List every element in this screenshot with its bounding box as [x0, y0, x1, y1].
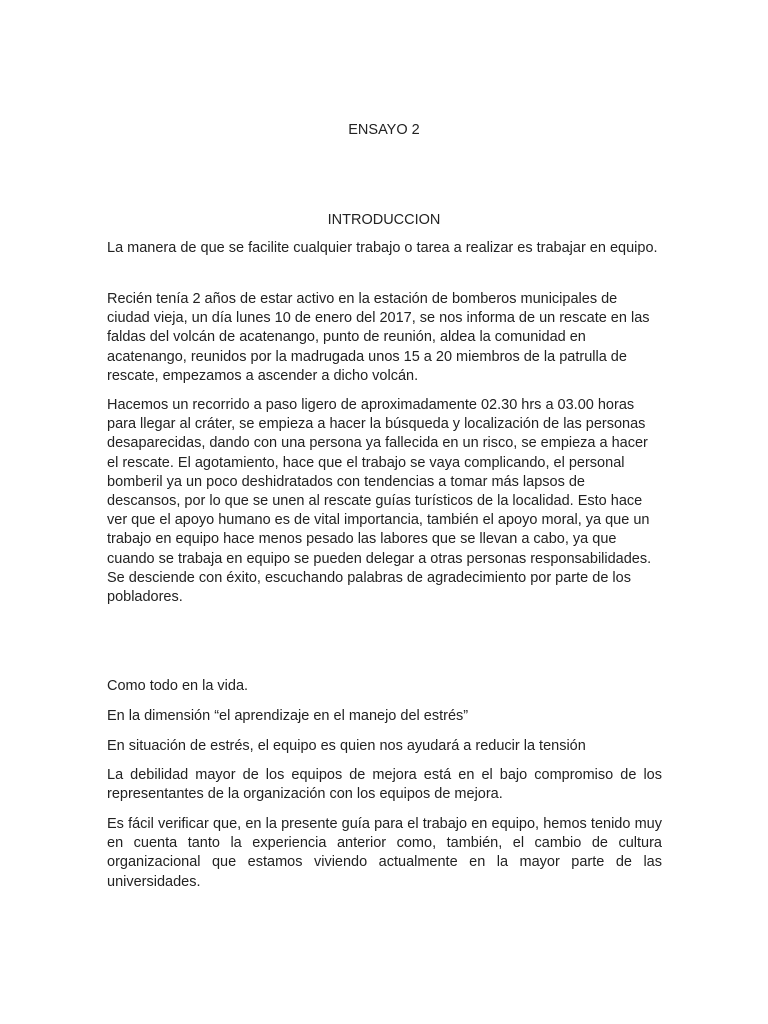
paragraph-life: Como todo en la vida. [107, 678, 249, 694]
paragraph-weakness: La debilidad mayor de los equipos de mejora está en el bajo compromiso de los representantes de la organización con los equipos de mejora. [107, 767, 662, 803]
paragraph-guide: Es fácil verificar que, en la presente guía para el trabajo en equipo, hemos tenido muy en cuenta tanto la experiencia anterior como, también, el cambio de cultura organizacional que estamos viviendo actualmente en la mayor parte de las universidades. [107, 816, 662, 890]
paragraph-stress-dimension: En la dimensión “el aprendizaje en el manejo del estrés” [107, 708, 469, 724]
paragraph-rescue-ascent: Hacemos un recorrido a paso ligero de aproximadamente 02.30 hrs a 03.00 horas para llegar al cráter, se empieza a hacer la búsqueda y localización de las personas desaparecidas, dando con una persona ya fallecida en un risco, se empieza a hacer el rescate. El agotamiento, hace que el trabajo se vaya complicando, el personal bomberil ya un poco deshidratados con tendencias a tomar más lapsos de descansos, por lo que se unen al rescate guías turísticos de la localidad. Esto hace ver que el apoyo humano es de vital importancia, también el apoyo moral, ya que un trabajo en equipo hace menos pesado las labores que se llevan a cabo, ya que cuando se trabaja en equipo se pueden delegar a otras personas responsabilidades. Se desciende con éxito, escuchando palabras de agradecimiento por parte de los pobladores. [107, 397, 652, 606]
document-title: ENSAYO 2 [348, 122, 420, 138]
paragraph-stress-team: En situación de estrés, el equipo es quien nos ayudará a reducir la tensión [107, 738, 586, 754]
section-heading: INTRODUCCION [327, 212, 441, 228]
paragraph-rescue-call: Recién tenía 2 años de estar activo en la estación de bomberos municipales de ciudad vieja, un día lunes 10 de enero del 2017, se nos informa de un rescate en las faldas del volcán de acatenango, punto de reunión, aldea la comunidad en acatenango, reunidos por la madrugada unos 15 a 20 miembros de la patrulla de rescate, empezamos a ascender a dicho volcán. [107, 291, 650, 384]
paragraph-intro: La manera de que se facilite cualquier trabajo o tarea a realizar es trabajar en equipo. [107, 240, 658, 256]
